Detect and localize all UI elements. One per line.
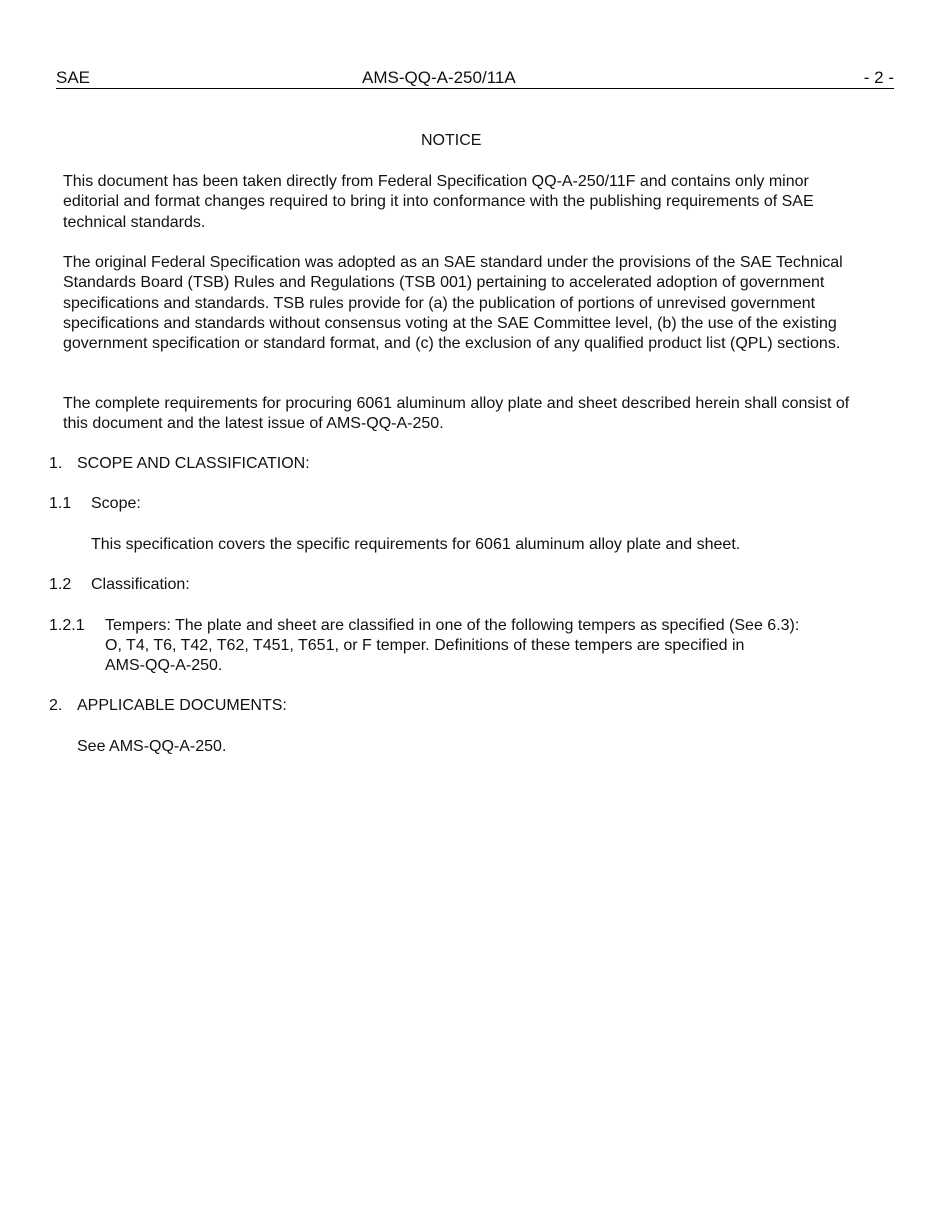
section-2-title: APPLICABLE DOCUMENTS: <box>77 697 287 714</box>
section-1-1-title: Scope: <box>91 495 141 512</box>
section-1-2-1-number: 1.2.1 <box>49 617 85 634</box>
page-header <box>56 66 894 89</box>
section-2-body: See AMS-QQ-A-250. <box>77 738 227 755</box>
section-1-1-body: This specification covers the specific requirements for 6061 aluminum alloy plate and sheet. <box>91 536 741 553</box>
section-1-number: 1. <box>49 455 63 472</box>
notice-title: NOTICE <box>421 132 482 149</box>
header-document-id: AMS-QQ-A-250/11A <box>362 68 516 87</box>
notice-paragraph-3: The complete requirements for procuring 6061 aluminum alloy plate and sheet described herein shall consist of this document and the latest issue of AMS-QQ-A-250. <box>63 395 850 433</box>
header-page-number: - 2 - <box>863 68 894 87</box>
section-1-1-number: 1.1 <box>49 495 72 512</box>
section-2-number: 2. <box>49 697 63 714</box>
notice-paragraph-1: This document has been taken directly from Federal Specification QQ-A-250/11F and contains only minor editorial and format changes required to bring it into conformance with the publishing requirements of SAE technical standards. <box>63 173 814 231</box>
section-1-2-1-line-3: AMS-QQ-A-250. <box>105 657 223 674</box>
section-1-title: SCOPE AND CLASSIFICATION: <box>77 455 310 472</box>
section-1-2-number: 1.2 <box>49 576 72 593</box>
section-1-2-title: Classification: <box>91 576 190 593</box>
section-1-2-1-line-2: O, T4, T6, T42, T62, T451, T651, or F temper. Definitions of these tempers are specified in <box>105 637 745 654</box>
notice-paragraph-2: The original Federal Specification was adopted as an SAE standard under the provisions of the SAE Technical Standards Board (TSB) Rules and Regulations (TSB 001) pertaining to accelerated adoption of government specifications and standards. TSB rules provide for (a) the publication of portions of unrevised government specifications and standards without consensus voting at the SAE Committee level, (b) the use of the existing government specification or standard format, and (c) the exclusion of any qualified product list (QPL) sections. <box>63 254 843 353</box>
section-1-2-1-line-1: Tempers: The plate and sheet are classified in one of the following tempers as specified (See 6.3): <box>105 617 800 634</box>
header-org: SAE <box>56 68 91 87</box>
